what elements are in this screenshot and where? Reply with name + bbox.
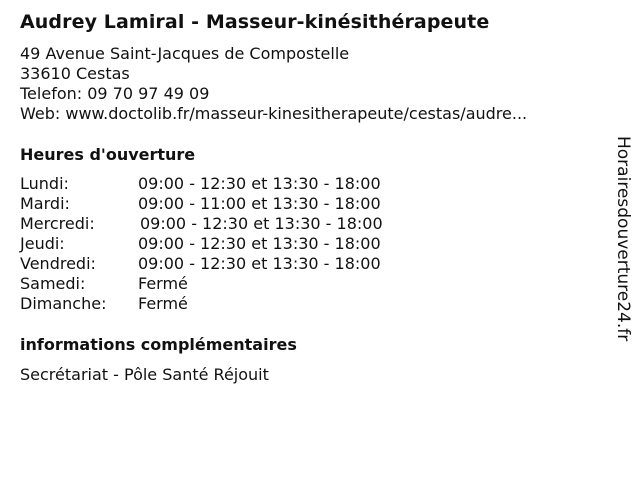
time-value: 09:00 - 12:30 et 13:30 - 18:00 (140, 214, 383, 233)
website-link[interactable]: Web: www.doctolib.fr/masseur-kinesitherapeute/cestas/audre... (20, 104, 528, 123)
day-label: Dimanche: (20, 294, 107, 313)
day-label: Mardi: (20, 194, 70, 213)
additional-info-heading: informations complémentaires (20, 335, 297, 354)
time-value: Fermé (138, 294, 188, 313)
day-label: Lundi: (20, 174, 69, 193)
street-address: 49 Avenue Saint-Jacques de Compostelle (20, 44, 350, 63)
business-contact-block (20, 44, 527, 124)
site-watermark: Horairesdouverture24.fr (613, 136, 633, 342)
opening-hours-heading: Heures d'ouverture (20, 145, 196, 164)
time-value: 09:00 - 12:30 et 13:30 - 18:00 (138, 254, 381, 273)
day-label: Samedi: (20, 274, 86, 293)
postal-city: 33610 Cestas (20, 64, 130, 83)
day-label: Mercredi: (20, 214, 95, 233)
time-value: 09:00 - 11:00 et 13:30 - 18:00 (138, 194, 381, 213)
phone-number: Telefon: 09 70 97 49 09 (20, 84, 210, 103)
business-title: Audrey Lamiral - Masseur-kinésithérapeute (20, 11, 490, 33)
additional-info-text: Secrétariat - Pôle Santé Réjouit (20, 365, 269, 384)
time-value: 09:00 - 12:30 et 13:30 - 18:00 (138, 234, 381, 253)
day-label: Vendredi: (20, 254, 96, 273)
time-value: 09:00 - 12:30 et 13:30 - 18:00 (138, 174, 381, 193)
time-value: Fermé (138, 274, 188, 293)
day-label: Jeudi: (20, 234, 65, 253)
